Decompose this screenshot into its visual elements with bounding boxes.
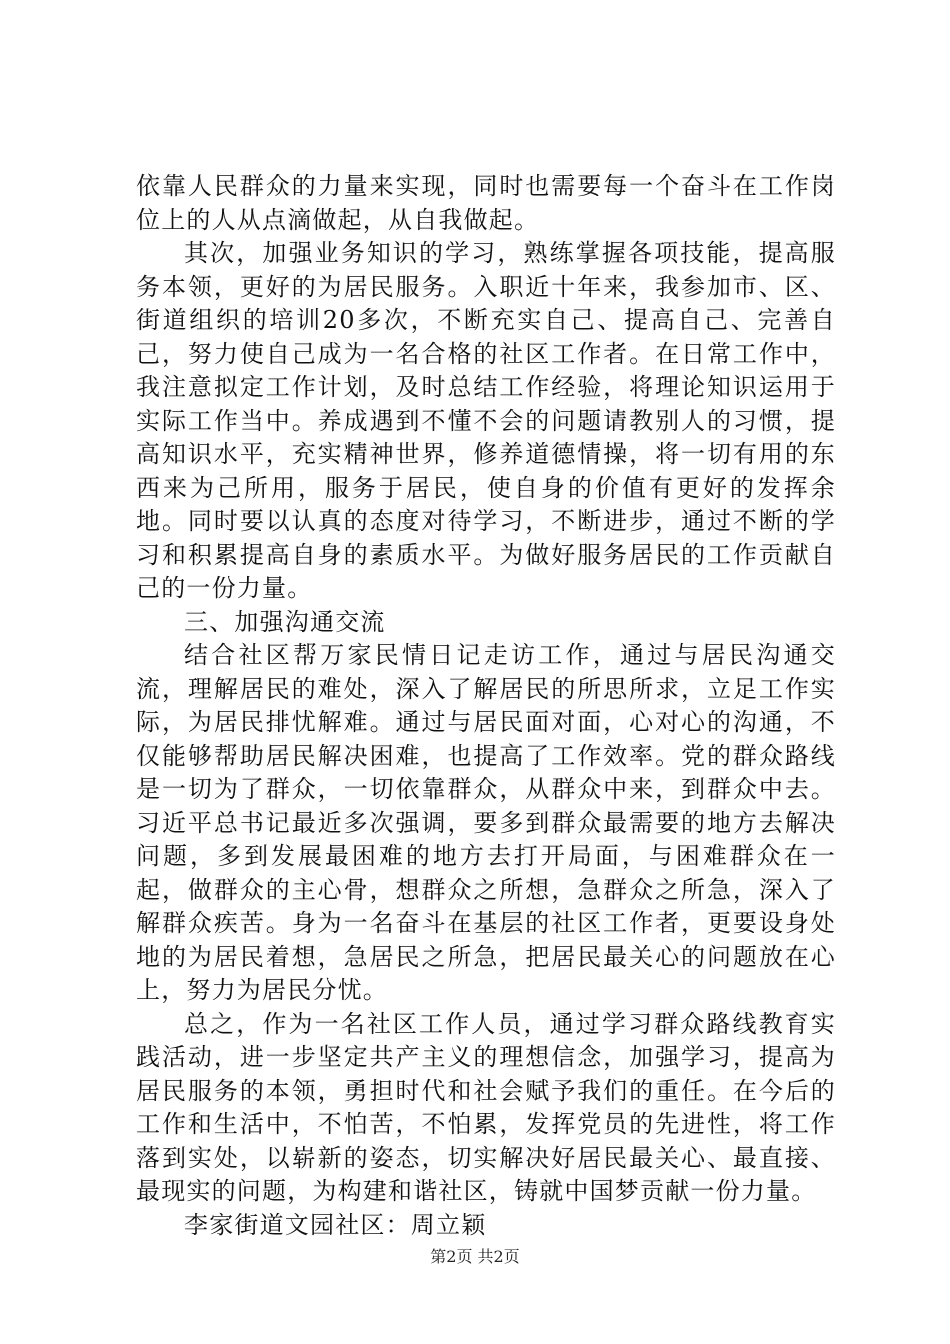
page-number-footer: 第2页 共2页 (430, 1247, 520, 1266)
section-heading-communication: 三、加强沟通交流 (184, 607, 386, 636)
paragraph-communication: 结合社区帮万家民情日记走访工作，通过与居民沟通交流，理解居民的难处，深入了解居民的所思所求，立足工作实际，为居民排忧解难。通过与居民面对面，心对心的沟通，不仅能够帮助居民解决困难，也提高了工作效率。党的群众路线是一切为了群众，一切依靠群众，从群众中来，到群众中去。习近平总书记最近多次强调，要多到群众最需要的地方去解决问题，多到发展最困难的地方去打开局面，与困难群众在一起，做群众的主心骨，想群众之所想，急群众之所急，深入了解群众疾苦。身为一名奋斗在基层的社区工作者，更要设身处地的为居民着想，急居民之所急，把居民最关心的问题放在心上，努力为居民分忧。 (136, 641, 836, 1004)
paragraph-continuation: 依靠人民群众的力量来实现，同时也需要每一个奋斗在工作岗位上的人从点滴做起，从自我做起。 (136, 172, 836, 234)
paragraph-second-point: 其次，加强业务知识的学习，熟练掌握各项技能，提高服务本领，更好的为居民服务。入职近十年来，我参加市、区、街道组织的培训20多次，不断充实自己、提高自己、完善自己，努力使自己成为一名合格的社区工作者。在日常工作中，我注意拟定工作计划，及时总结工作经验，将理论知识运用于实际工作当中。养成遇到不懂不会的问题请教别人的习惯，提高知识水平，充实精神世界，修养道德情操，将一切有用的东西来为己所用，服务于居民，使自身的价值有更好的发挥余地。同时要以认真的态度对待学习，不断进步，通过不断的学习和积累提高自身的素质水平。为做好服务居民的工作贡献自己的一份力量。 (136, 239, 836, 602)
document-body (136, 170, 836, 1242)
author-signature: 李家街道文园社区：周立颖 (184, 1210, 487, 1239)
paragraph-conclusion: 总之，作为一名社区工作人员，通过学习群众路线教育实践活动，进一步坚定共产主义的理想信念，加强学习，提高为居民服务的本领，勇担时代和社会赋予我们的重任。在今后的工作和生活中，不怕苦，不怕累，发挥党员的先进性，将工作落到实处，以崭新的姿态，切实解决好居民最关心、最直接、最现实的问题，为构建和谐社区，铸就中国梦贡献一份力量。 (136, 1009, 836, 1205)
